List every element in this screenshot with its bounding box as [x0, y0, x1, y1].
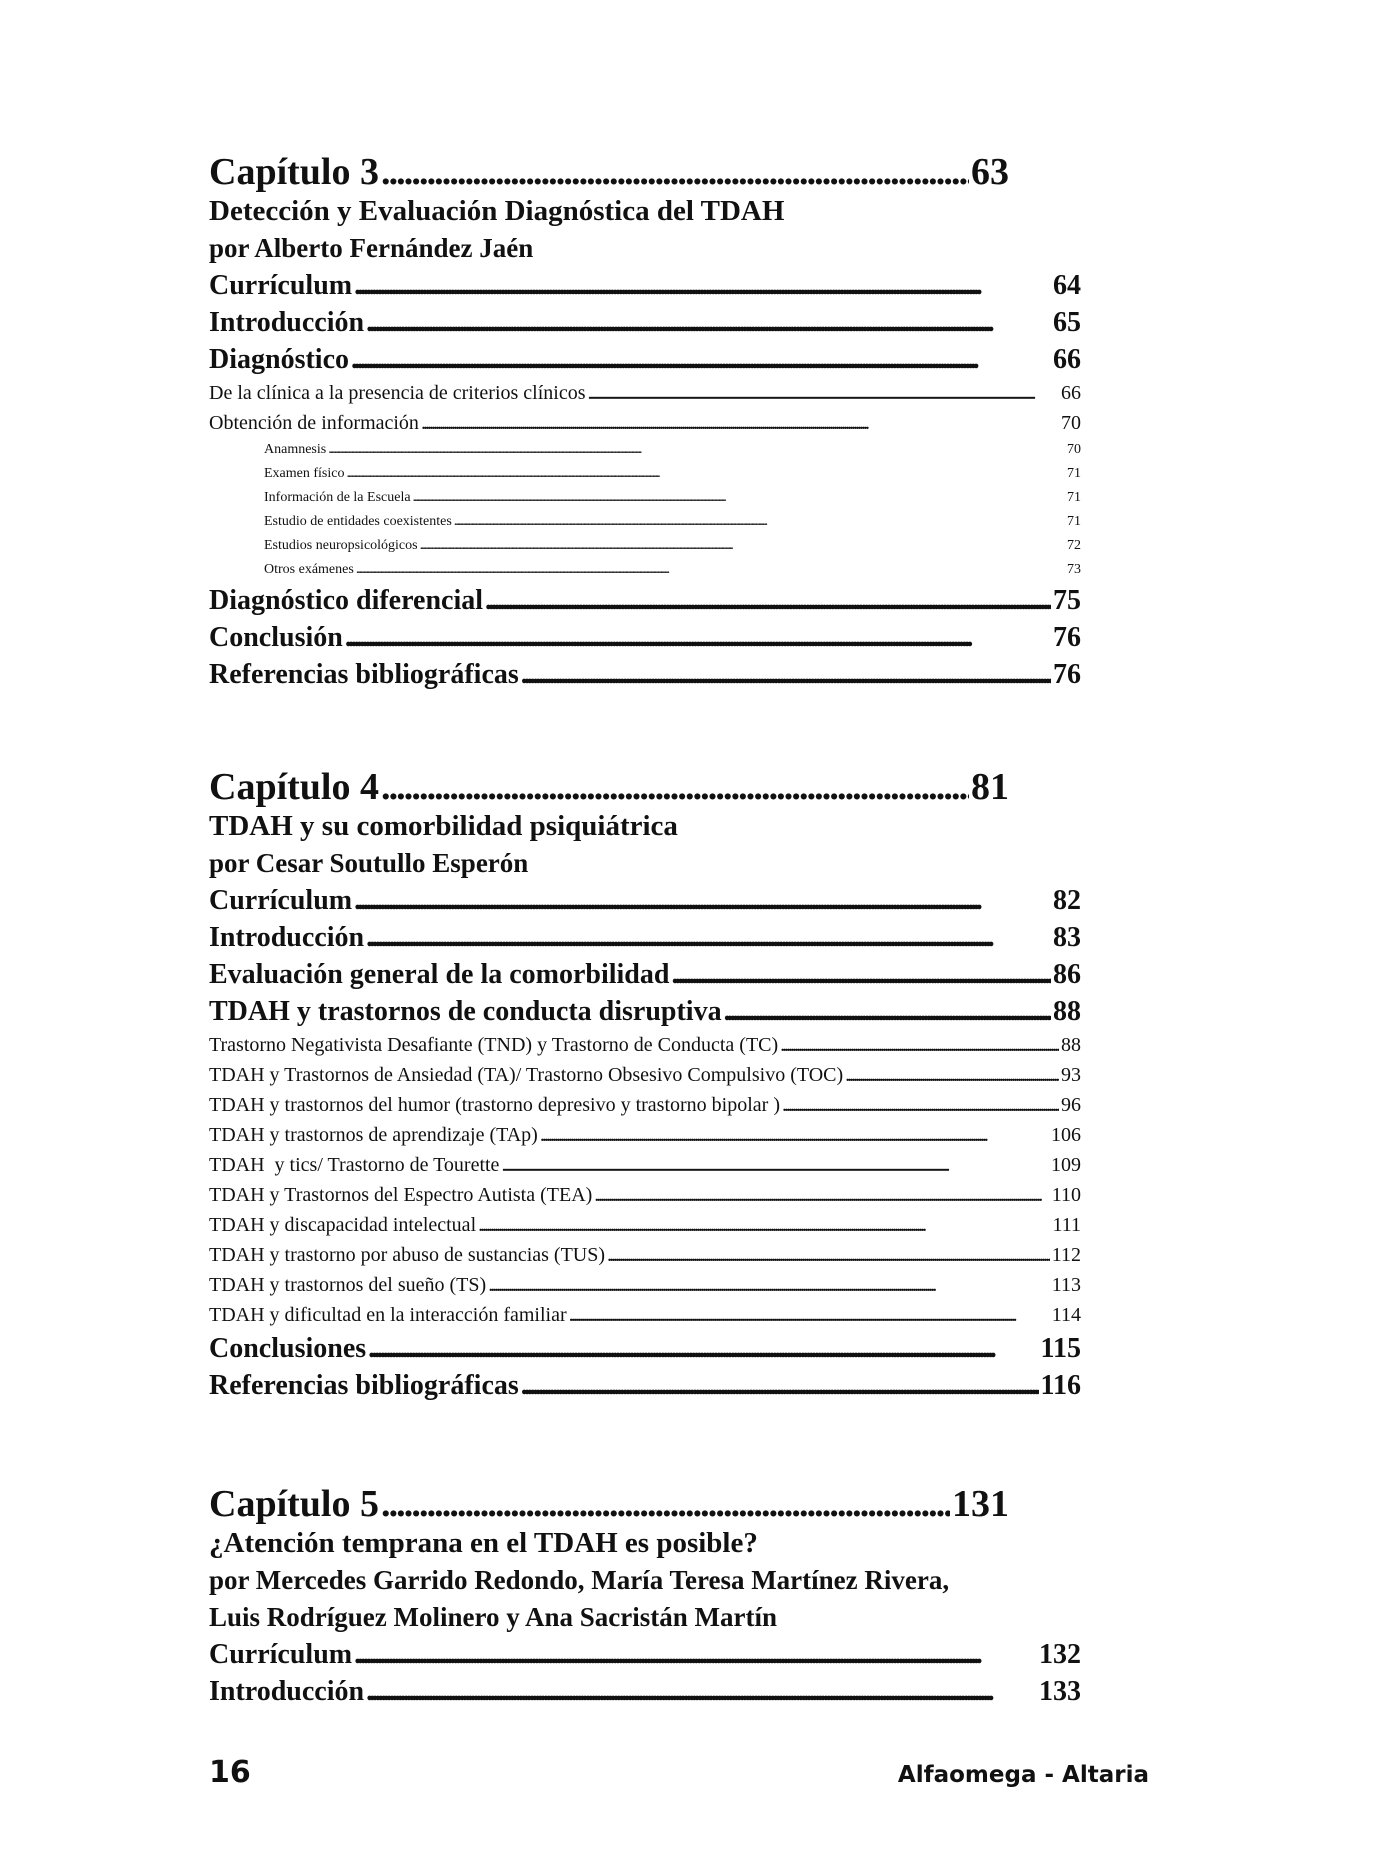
toc-entry: Referencias bibliográficas . . . 116: [209, 1367, 1081, 1404]
chapter-heading: Capítulo 4 . . . 81: [209, 767, 1009, 807]
page-number: 16: [209, 1755, 251, 1790]
toc-subsubentry: Anamnesis . . . 70: [209, 438, 1081, 462]
publisher-name: Alfaomega - Altaria: [897, 1762, 1149, 1788]
chapter-title: TDAH y su comorbilidad psiquiátrica: [209, 810, 678, 842]
toc-entry: Introducción . . . 133: [209, 1673, 1081, 1710]
toc-subentry: TDAH y Trastornos del Espectro Autista (TEA) . . . 110: [209, 1180, 1081, 1210]
toc-entry: Currículum . . . 64: [209, 267, 1081, 304]
toc-entry: Currículum . . . 82: [209, 882, 1081, 919]
toc-subentry: TDAH y dificultad en la interacción familiar . . . 114: [209, 1300, 1081, 1330]
chapter-title: Detección y Evaluación Diagnóstica del TDAH: [209, 195, 785, 227]
toc-subentry: TDAH y discapacidad intelectual . . . 111: [209, 1210, 1081, 1240]
chapter-author-continued: Luis Rodríguez Molinero y Ana Sacristán Martín: [209, 1602, 778, 1632]
toc-subentry: TDAH y tics/ Trastorno de Tourette . . . 109: [209, 1150, 1081, 1180]
toc-subentry: TDAH y trastornos del sueño (TS) . . . 113: [209, 1270, 1081, 1300]
toc-subentry: Trastorno Negativista Desafiante (TND) y Trastorno de Conducta (TC) . . . 88: [209, 1030, 1081, 1060]
chapter-author: por Mercedes Garrido Redondo, María Teresa Martínez Rivera,: [209, 1565, 950, 1595]
toc-entry: Introducción . . . 83: [209, 919, 1081, 956]
toc-subentry: De la clínica a la presencia de criterios clínicos . . . 66: [209, 378, 1081, 408]
toc-entry: Diagnóstico diferencial . . . 75: [209, 582, 1081, 619]
toc-subsubentry: Otros exámenes . . . 73: [209, 558, 1081, 582]
toc-entry: Currículum . . . 132: [209, 1636, 1081, 1673]
toc-subsubentry: Examen físico . . . 71: [209, 462, 1081, 486]
toc-entry: Conclusiones . . . 115: [209, 1330, 1081, 1367]
chapter-4-section: [209, 767, 1081, 1404]
chapter-heading: Capítulo 5 . . . 131: [209, 1484, 1009, 1524]
chapter-heading: Capítulo 3 . . . 63: [209, 152, 1009, 192]
toc-subsubentry: Información de la Escuela . . . 71: [209, 486, 1081, 510]
chapter-3-section: [209, 152, 1081, 693]
chapter-author: por Cesar Soutullo Esperón: [209, 848, 529, 878]
chapter-title: ¿Atención temprana en el TDAH es posible?: [209, 1527, 758, 1559]
toc-subentry: TDAH y trastorno por abuso de sustancias (TUS) . . . 112: [209, 1240, 1081, 1270]
toc-subentry: Obtención de información . . . 70: [209, 408, 1081, 438]
chapter-5-section: [209, 1484, 1081, 1710]
toc-entry: TDAH y trastornos de conducta disruptiva . . . 88: [209, 993, 1081, 1030]
toc-entry: Referencias bibliográficas . . . 76: [209, 656, 1081, 693]
toc-entry: Evaluación general de la comorbilidad . . . 86: [209, 956, 1081, 993]
toc-entry: Conclusión . . . 76: [209, 619, 1081, 656]
toc-entry: Diagnóstico . . . 66: [209, 341, 1081, 378]
chapter-author: por Alberto Fernández Jaén: [209, 233, 534, 263]
toc-subentry: TDAH y trastornos de aprendizaje (TAp) . . . 106: [209, 1120, 1081, 1150]
toc-subentry: TDAH y Trastornos de Ansiedad (TA)/ Trastorno Obsesivo Compulsivo (TOC) . . . 93: [209, 1060, 1081, 1090]
toc-subsubentry: Estudio de entidades coexistentes . . . 71: [209, 510, 1081, 534]
toc-subsubentry: Estudios neuropsicológicos . . . 72: [209, 534, 1081, 558]
toc-entry: Introducción . . . 65: [209, 304, 1081, 341]
toc-subentry: TDAH y trastornos del humor (trastorno depresivo y trastorno bipolar ) . . . 96: [209, 1090, 1081, 1120]
